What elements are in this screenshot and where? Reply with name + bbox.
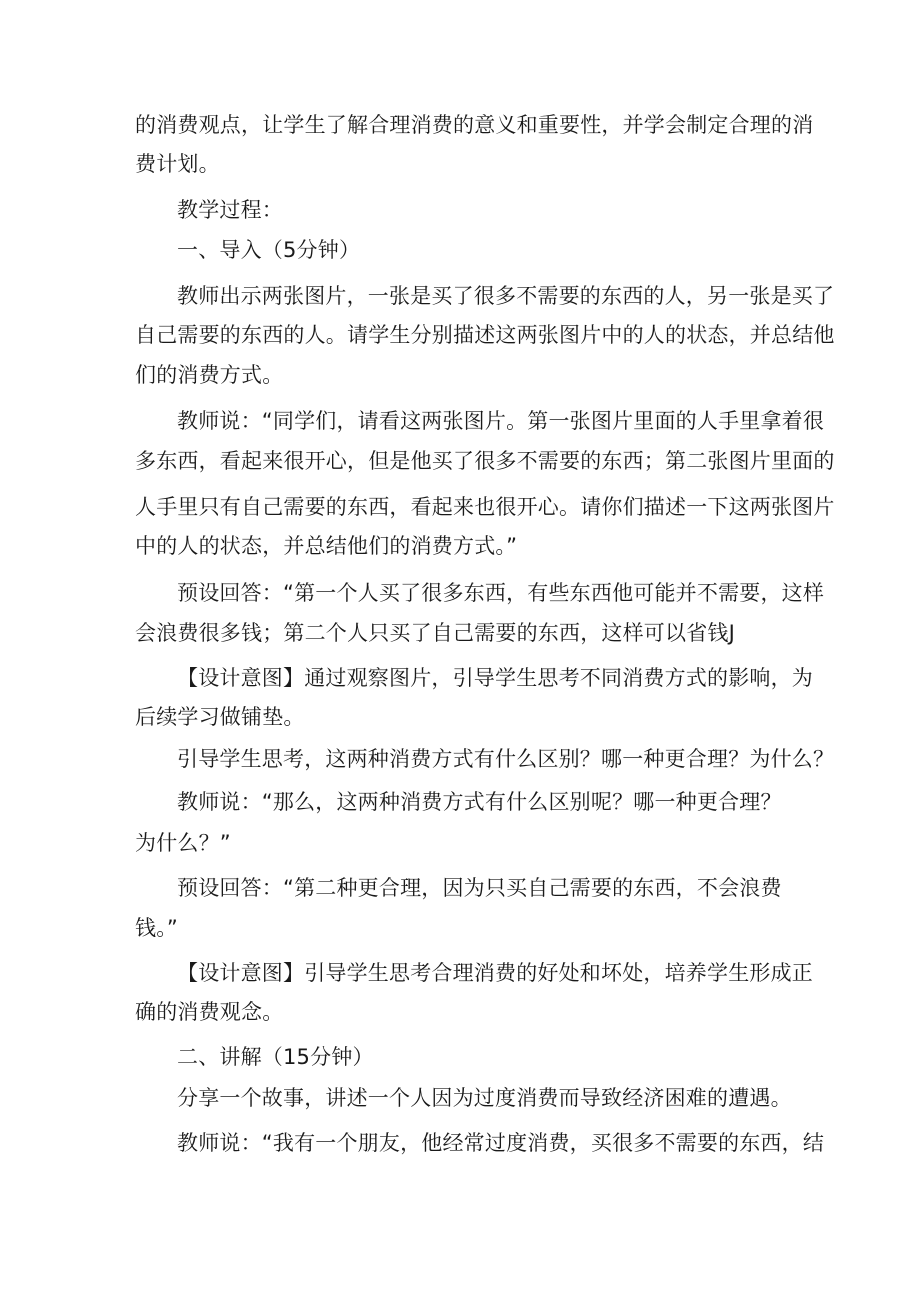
text-line: 教师说：“同学们，请看这两张图片。第一张图片里面的人手里拿着很	[177, 409, 825, 433]
text-line: 中的人的状态，并总结他们的消费方式。”	[135, 534, 518, 558]
text-line: 自己需要的东西的人。请学生分别描述这两张图片中的人的状态，并总结他	[135, 323, 835, 347]
text-line: 分享一个故事，讲述一个人因为过度消费而导致经济困难的遭遇。	[177, 1086, 792, 1110]
text-line: 多东西，看起来很开心，但是他买了很多不需要的东西；第二张图片里面的	[135, 449, 835, 473]
text-line: 费计划。	[135, 152, 220, 176]
text-line: 钱。”	[135, 916, 178, 940]
text-line: 引导学生思考，这两种消费方式有什么区别？哪一种更合理？为什么？	[177, 747, 835, 771]
text-line: 预设回答：“第一个人买了很多东西，有些东西他可能并不需要，这样	[177, 581, 825, 605]
text-line: 会浪费很多钱；第二个人只买了自己需要的东西，这样可以省钱J	[135, 621, 735, 645]
section-heading: 一、导入（5分钟）	[177, 238, 361, 262]
text-line: 们的消费方式。	[135, 363, 284, 387]
text-line: 教师说：“我有一个朋友，他经常过度消费，买很多不需要的东西，结	[177, 1131, 825, 1155]
text-line: 教师出示两张图片，一张是买了很多不需要的东西的人，另一张是买了	[177, 284, 835, 308]
section-heading: 二、讲解（15分钟）	[177, 1045, 374, 1069]
text-line: 后续学习做铺垫。	[135, 705, 305, 729]
text-line: 【设计意图】通过观察图片，引导学生思考不同消费方式的影响，为	[177, 666, 813, 690]
text-line: 确的消费观念。	[135, 1000, 284, 1024]
text-line: 【设计意图】引导学生思考合理消费的好处和坏处，培养学生形成正	[177, 961, 813, 985]
text-line: 人手里只有自己需要的东西，看起来也很开心。请你们描述一下这两张图片	[135, 495, 835, 519]
section-heading: 教学过程：	[177, 198, 283, 222]
text-line: 为什么？”	[135, 831, 231, 855]
text-line: 预设回答：“第二种更合理，因为只买自己需要的东西，不会浪费	[177, 876, 782, 900]
text-line: 的消费观点，让学生了解合理消费的意义和重要性，并学会制定合理的消	[135, 113, 814, 137]
text-line: 教师说：“那么，这两种消费方式有什么区别呢？哪一种更合理？	[177, 790, 782, 814]
